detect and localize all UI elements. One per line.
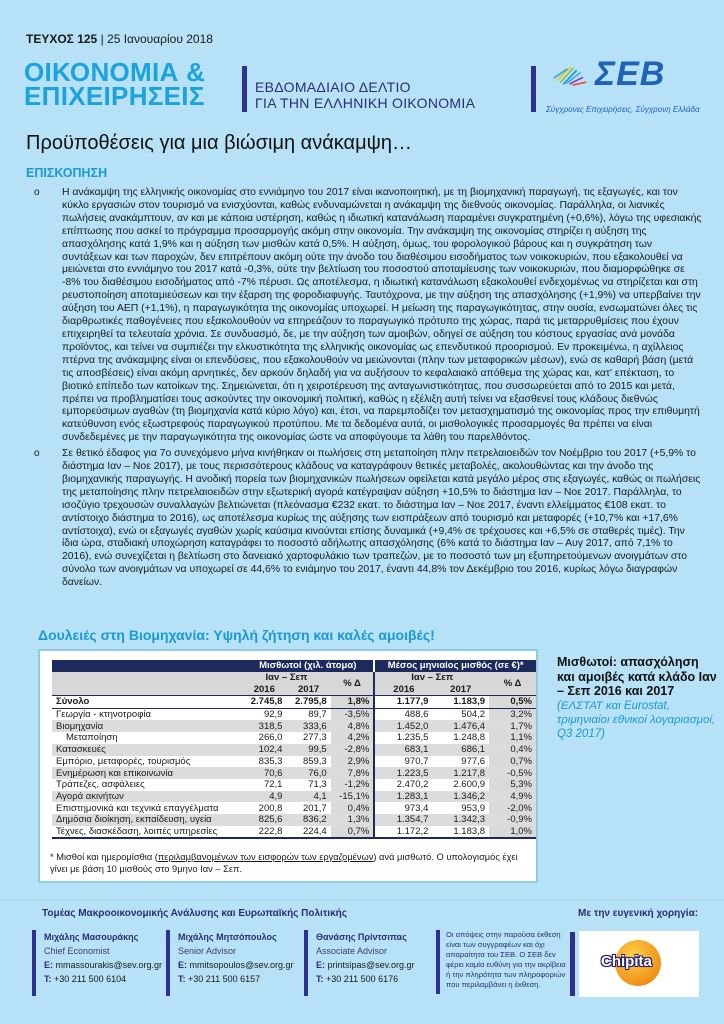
- contact-name: Μιχάλης Μητσόπουλος: [178, 932, 277, 942]
- footnote-underlined: περιλαμβανομένων των εισφορών των εργαζομένων: [157, 852, 374, 862]
- employees-2017: 859,3: [286, 756, 330, 768]
- wage-pct-change: -2,0%: [489, 802, 536, 814]
- table-caption-title: Μισθωτοί: απασχόληση και αμοιβές κατά κλάδο Ιαν – Σεπ 2016 και 2017: [557, 655, 717, 698]
- employees-pct-change: -2,8%: [331, 744, 375, 756]
- employees-2016: 200,8: [242, 802, 286, 814]
- employees-2017: 4,1: [286, 791, 330, 803]
- subtitle-line1: ΕΒΔΟΜΑΔΙΑΙΟ ΔΕΛΤΙΟ: [255, 79, 411, 95]
- wage-2016: 1.452,0: [374, 720, 432, 732]
- employees-pct-change: -1,2%: [331, 779, 375, 791]
- contact-phone: +30 211 500 6176: [326, 974, 399, 984]
- period-header-wages: Ιαν – Σεπ: [374, 672, 489, 684]
- table-row: [52, 708, 536, 720]
- bullet-text: Η ανάκαμψη της ελληνικής οικονομίας στο εννιάμηνο του 2017 είναι ικανοποιητική, με τη βιομηχανική παραγωγή, τις εξαγωγές, και τον κύκλο εργασιών στον τουρισμό να ενισχύονται, καθώς ενδυναμώνεται η ανάκαμψη της διεθνούς οικονομίας. Παράλληλα, οι λιανικές πωλήσεις ανακάμπτουν, αν και με κάποια υστέρηση, καθώς η ιδιωτική κατανάλωση παραμένει συγκρατημένη (+0,6%), λόγω της υφεσιακής επίπτωσης που ασκεί το πρόγραμμα προσαρμογής ακόμη στην οικονομία. Την ανάκαμψη της οικονομίας στηρίζει η αύξηση της απασχόλησης κατά 1,9% και η αύξηση των μισθών κατά 0,5%. Η αύξηση, όμως, του φορολογικού βάρους και η συγκράτηση των συντάξεων και των παροχών, δεν επιτρέπουν ακόμη ούτε την άνοδο του διαθέσιμου εισοδήματος των νοικοκυριών, που εξακολουθεί να μειώνεται στο εννιάμηνο του 2017 κατά -0,3%, ούτε την βελτίωση του ποσοστού αποταμίευσης των νοικοκυριών, που διαμορφώθηκε σε -8% του διαθέσιμου εισοδήματος από -7% πέρυσι. Ως αποτέλεσμα, η ιδιωτική κατανάλωση εξακολουθεί ενδεχομένως να στηρίζεται και στη ρευστοποίηση αποταμιεύσεων και την έξαρση της φοροδιαφυγής. Ταυτόχρονα, με την αύξηση της απασχόλησης (+1,9%) να υπερβαίνει την αύξηση του ΑΕΠ (+1,1%), η παραγωγικότητα της οικονομίας υποχωρεί. Η μείωση της παραγωγικότητας, στην ουσία, ενσωματώνει όλες τις διαρθρωτικές παθογένειες που εξακολουθούν να επηρεάζουν το παραγωγικό πρότυπο της χώρας, παρά τις μεταρρυθμίσεις που έχουν επιχειρηθεί τα τελευταία χρόνια. Σε συνδυασμό, δε, με την αύξηση των αμοιβών, οδηγεί σε αύξηση του κόστους εργασίας ανά μονάδα προϊόντος, και τείνει να συμπιέζει την ελκυστικότητα της ελληνικής οικονομίας ως επενδυτικού προορισμού. Εν προκειμένω, η αχίλλειος πτέρνα της ανάκαμψης είναι οι επενδύσεις, που εξακολουθούν να μειώνονται (πλην των μεταφορικών μέσων), ενώ σε καθαρή βάση (μετά τις αποσβέσεις) είναι ακόμη αρνητικές, δεν αρκούν δηλαδή για να αυξήσουν το κεφαλαιακό απόθεμα της χώρας και, κατ' επέκταση, το βιοτικό επίπεδο των κατοίκων της. Σημειώνεται, ότι η χειροτέρευση της ανταγωνιστικότητας, που συσσωρεύεται από το 2015 και μετά, πρέπει να προβληματίσει τους ασκούντες την οικονομική πολιτική, καθώς η εξέλιξη αυτή τείνει να εξασθενεί τους κλάδους διεθνώς εμπορεύσιμων αγαθών (τη βιομηχανία κατά κύριο λόγο) και, έτσι, να παρεμποδίζει τον μετασχηματισμό της οικονομίας προς την επιθυμητή κατεύθυνση ενός εξωστρεφούς παραγωγικού προτύπου. Με τα δεδομένα αυτά, οι μισθολογικές προσαρμογές θα πρέπει να είναι συνδεδεμένες με την παραγωγικότητα της οικονομίας ώστε να αποφύγουμε τα λάθη του παρελθόντος.: [62, 187, 702, 444]
- employees-2016: 102,4: [242, 744, 286, 756]
- contact-email[interactable]: mmitsopoulos@sev.org.gr: [189, 960, 294, 970]
- wage-pct-change: 0,7%: [489, 756, 536, 768]
- overview-bullets: [34, 187, 702, 593]
- table-row: [52, 826, 536, 839]
- table-caption-source: (ΕΛΣΤΑΤ και Eurostat, τριμηνιαίοι εθνικοί λογαριασμοί, Q3 2017): [557, 700, 716, 740]
- row-label: Επιστημονικά και τεχνικά επαγγέλματα: [52, 802, 242, 814]
- employees-pct-change: 2,9%: [331, 756, 375, 768]
- wage-pct-change: -0,9%: [489, 814, 536, 826]
- logo-divider: [531, 66, 536, 112]
- wage-2016: 970,7: [374, 756, 432, 768]
- title-divider: [242, 66, 247, 112]
- row-label: Βιομηχανία: [52, 720, 242, 732]
- issue-date: | 25 Ιανουαρίου 2018: [100, 32, 213, 46]
- publication-title: [24, 57, 206, 111]
- employees-pct-change: -15,1%: [331, 791, 375, 803]
- wage-2016: 2.470,2: [374, 779, 432, 791]
- wage-pct-change: -0,5%: [489, 767, 536, 779]
- sponsor-logo: [579, 931, 699, 997]
- wage-pct-change: 1,7%: [489, 720, 536, 732]
- wage-2017: 953,9: [432, 802, 489, 814]
- footnote-suffix: ) ανά μισθωτό. Ο υπολογισμός έχει γίνει με βάση 10 μισθούς στο 9μηνο Ιαν – Σεπ.: [50, 852, 518, 874]
- employees-2017: 71,3: [286, 779, 330, 791]
- row-label: Δημόσια διοίκηση, εκπαίδευση, υγεία: [52, 814, 242, 826]
- wage-2017: 1.217,8: [432, 767, 489, 779]
- wage-2017: 2.600,9: [432, 779, 489, 791]
- publication-title-line2: ΕΠΙΧΕΙΡΗΣΕΙΣ: [24, 81, 205, 111]
- employees-2017: 99,5: [286, 744, 330, 756]
- issue-number: ΤΕΥΧΟΣ 125: [26, 32, 98, 46]
- wage-pct-change: 1,1%: [489, 732, 536, 744]
- wage-2017: 1.346,2: [432, 791, 489, 803]
- employees-pct-change: 4,8%: [331, 720, 375, 732]
- sev-logo-icon: [545, 50, 595, 102]
- row-label: Γεωργία - κτηνοτροφία: [52, 708, 242, 720]
- row-label: Σύνολο: [52, 696, 242, 709]
- footnote-prefix: * Μισθοί και ημερομίσθια (: [50, 852, 158, 862]
- row-label: Τράπεζες, ασφάλειες: [52, 779, 242, 791]
- wage-2017: 1.183,9: [432, 696, 489, 709]
- employees-pct-change: 4,2%: [331, 732, 375, 744]
- group-header-wages: Μέσος μηνιαίος μισθός (σε €)*: [374, 660, 536, 672]
- period-header-employees: Ιαν – Σεπ: [242, 672, 331, 684]
- row-label: Μεταποίηση: [52, 732, 242, 744]
- employees-2017: 76,0: [286, 767, 330, 779]
- table-header-blank: [52, 683, 242, 695]
- bullet-marker: o: [34, 448, 40, 460]
- wage-pct-change: 4,9%: [489, 791, 536, 803]
- contact-phone: +30 211 500 6157: [188, 974, 261, 984]
- year-header: 2017: [286, 683, 330, 695]
- wage-2017: 686,1: [432, 744, 489, 756]
- footer-divider: [0, 900, 724, 901]
- wage-2017: 977,6: [432, 756, 489, 768]
- group-header-employees: Μισθωτοί (χιλ. άτομα): [242, 660, 374, 672]
- sev-logo-tagline: Σύγχρονες Επιχειρήσεις, Σύγχρονη Ελλάδα: [546, 105, 700, 114]
- table-row: [52, 767, 536, 779]
- contact-name: Μιχάλης Μασουράκης: [44, 932, 139, 942]
- employees-2017: 836,2: [286, 814, 330, 826]
- wage-2017: 1.476,4: [432, 720, 489, 732]
- table-row: [52, 720, 536, 732]
- wage-2017: 1.183,8: [432, 826, 489, 839]
- employees-2017: 201,7: [286, 802, 330, 814]
- wage-pct-change: 0,4%: [489, 744, 536, 756]
- department-name: Τομέας Μακροοικονομικής Ανάλυσης και Ευρωπαϊκής Πολιτικής: [42, 908, 347, 919]
- employees-2016: 72,1: [242, 779, 286, 791]
- contact-card: [304, 930, 415, 996]
- publication-subtitle: [255, 79, 475, 111]
- year-header: 2016: [374, 683, 432, 695]
- issue-info: [26, 32, 213, 46]
- employees-2016: 70,6: [242, 767, 286, 779]
- table-row: [52, 814, 536, 826]
- row-label: Ενημέρωση και επικοινωνία: [52, 767, 242, 779]
- employees-pct-change: 0,7%: [331, 826, 375, 839]
- sponsor-label: Με την ευγενική χορηγία:: [578, 908, 699, 919]
- phone-label: T:: [316, 974, 324, 984]
- employees-2016: 318,5: [242, 720, 286, 732]
- wage-2017: 1.342,3: [432, 814, 489, 826]
- disclaimer: Οι απόψεις στην παρούσα έκθεση είναι των συγγραφέων και όχι απαραίτητα του ΣΕΒ. Ο ΣΕΒ δεν φέρει καμία ευθύνη για την ακρίβεια ή την πληρότητα των πληροφοριών που περιλαμβάνει η έκθεση.: [436, 930, 568, 994]
- email-label: E:: [44, 960, 53, 970]
- wage-pct-change: 0,5%: [489, 696, 536, 709]
- row-label: Κατασκευές: [52, 744, 242, 756]
- contact-phone: +30 211 500 6104: [54, 974, 127, 984]
- contact-name: Θανάσης Πρίντσιπας: [316, 932, 407, 942]
- employees-2016: 2.745,8: [242, 696, 286, 709]
- table-header-blank: [52, 672, 242, 684]
- overview-bullet: [34, 448, 702, 590]
- overview-heading: ΕΠΙΣΚΟΠΗΣΗ: [26, 166, 108, 180]
- contact-card: [32, 930, 162, 996]
- employees-2017: 277,3: [286, 732, 330, 744]
- wage-pct-change: 1,0%: [489, 826, 536, 839]
- box-title: Δουλειές στη Βιομηχανία: Υψηλή ζήτηση και καλές αμοιβές!: [38, 627, 435, 643]
- employees-pct-change: -3,5%: [331, 708, 375, 720]
- pct-header-wages: % Δ: [489, 672, 536, 696]
- wage-2016: 683,1: [374, 744, 432, 756]
- employees-2016: 222,8: [242, 826, 286, 839]
- employees-2016: 4,9: [242, 791, 286, 803]
- employment-wages-table: [52, 660, 536, 839]
- table-header-blank: [52, 660, 242, 672]
- table-row: [52, 779, 536, 791]
- wage-2016: 1.235,5: [374, 732, 432, 744]
- table-footnote: [50, 851, 520, 875]
- subtitle-line2: ΓΙΑ ΤΗΝ ΕΛΛΗΝΙΚΗ ΟΙΚΟΝΟΜΙΑ: [255, 95, 476, 111]
- table-row: [52, 802, 536, 814]
- sponsor-divider: [570, 932, 575, 996]
- overview-bullet: [34, 187, 702, 445]
- sponsor-name: Chipita: [601, 953, 652, 970]
- contact-card: [166, 930, 294, 996]
- table-period-header-row: [52, 672, 536, 684]
- pct-header-employees: % Δ: [331, 672, 375, 696]
- employees-pct-change: 7,8%: [331, 767, 375, 779]
- wage-2016: 1.283,1: [374, 791, 432, 803]
- employees-2016: 835,3: [242, 756, 286, 768]
- wage-2016: 1.172,2: [374, 826, 432, 839]
- publication-title-line1: ΟΙΚΟΝΟΜΙΑ &: [24, 57, 206, 87]
- contact-role: Chief Economist: [44, 946, 110, 956]
- contact-role: Senior Advisor: [178, 946, 237, 956]
- year-header: 2017: [432, 683, 489, 695]
- wage-2017: 1.248,8: [432, 732, 489, 744]
- wage-2016: 1.223,5: [374, 767, 432, 779]
- page-headline: Προϋποθέσεις για μια βιώσιμη ανάκαμψη…: [26, 132, 413, 154]
- employees-2017: 2.795,8: [286, 696, 330, 709]
- wage-2017: 504,2: [432, 708, 489, 720]
- table-row: [52, 744, 536, 756]
- table-year-header-row: [52, 683, 536, 695]
- wage-2016: 973,4: [374, 802, 432, 814]
- row-label: Τέχνες, διασκέδαση, λοιπές υπηρεσίες: [52, 826, 242, 839]
- wage-2016: 488,6: [374, 708, 432, 720]
- table-total-row: [52, 696, 536, 709]
- phone-label: T:: [178, 974, 186, 984]
- wage-2016: 1.354,7: [374, 814, 432, 826]
- bullet-marker: o: [34, 187, 40, 198]
- table-box: [38, 649, 538, 883]
- year-header: 2016: [242, 683, 286, 695]
- sev-logo-text: ΣΕΒ: [595, 55, 666, 93]
- table-group-header-row: [52, 660, 536, 672]
- employees-pct-change: 1,3%: [331, 814, 375, 826]
- row-label: Αγορά ακινήτων: [52, 791, 242, 803]
- row-label: Εμπόριο, μεταφορές, τουρισμός: [52, 756, 242, 768]
- employees-2016: 266,0: [242, 732, 286, 744]
- employees-2016: 825,6: [242, 814, 286, 826]
- bullet-text: Σε θετικό έδαφος για 7ο συνεχόμενο μήνα κινήθηκαν οι πωλήσεις στη μεταποίηση πλην πετρελαιοειδών τον Νοέμβριο του 2017 (+5,9% το διάστημα Ιαν – Νοε 2017), με τους περισσότερους κλάδους να καταγράφουν θετικές μεταβολές, ακολουθώντας και την άνοδο της βιομηχανικής παραγωγής. Η ανοδική πορεία των βιομηχανικών πωλήσεων οφείλεται κατά μεγάλο μέρος στις εξαγωγές, καθώς οι πωλήσεις της μεταποίησης πλην πετρελαιοειδών στην εξωτερική αγορά κατέγραψαν αύξηση +10,5% το διάστημα Ιαν – Νοε 2017. Παράλληλα, το ισοζύγιο τρεχουσών συναλλαγών βελτιώνεται (πλεόνασμα €232 εκατ. το διάστημα Ιαν – Νοε 2017, έναντι ελλείμματος €108 εκατ. το αντίστοιχο διάστημα το 2016), ως αποτέλεσμα κυρίως της αύξησης των εισπράξεων από τουρισμό και μεταφορές (+10,7% και +17,6% αντίστοιχα), ενώ οι εξαγωγές αγαθών χωρίς καύσιμα κινούνται επίσης δυναμικά (+9,4% σε τρέχουσες και +6,5% σε σταθερές τιμές). Την ίδια ώρα, σταδιακή υποχώρηση καταγράφει το ποσοστό αδήλωτης απασχόλησης (6% κατά το διάστημα Ιαν – Αυγ 2017, από 7,1% το 2016), ενώ συνεχίζεται η βελτίωση στο δανειακό χαρτοφυλάκιο των τραπεζών, με το ποσοστό των μη εξυπηρετούμενων ανοιγμάτων στο σύνολο των ανοιγμάτων να υποχωρεί σε 44,6% το ενιάμηνο του 2017, έναντι 44,8% τον Δεκέμβριο του 2016, κυρίως λόγω διαγραφών δανείων.: [62, 448, 701, 589]
- table-row: [52, 756, 536, 768]
- employees-2017: 333,6: [286, 720, 330, 732]
- employees-2017: 224,4: [286, 826, 330, 839]
- contact-role: Associate Advisor: [316, 946, 388, 956]
- employees-pct-change: 0,4%: [331, 802, 375, 814]
- table-row: [52, 732, 536, 744]
- table-row: [52, 791, 536, 803]
- employees-2017: 89,7: [286, 708, 330, 720]
- email-label: E:: [178, 960, 187, 970]
- employees-pct-change: 1,8%: [331, 696, 375, 709]
- wage-pct-change: 3,2%: [489, 708, 536, 720]
- phone-label: T:: [44, 974, 52, 984]
- contact-email[interactable]: mmassourakis@sev.org.gr: [55, 960, 163, 970]
- employees-2016: 92,9: [242, 708, 286, 720]
- wage-pct-change: 5,3%: [489, 779, 536, 791]
- contact-email[interactable]: printsipas@sev.org.gr: [327, 960, 415, 970]
- email-label: E:: [316, 960, 325, 970]
- wage-2016: 1.177,9: [374, 696, 432, 709]
